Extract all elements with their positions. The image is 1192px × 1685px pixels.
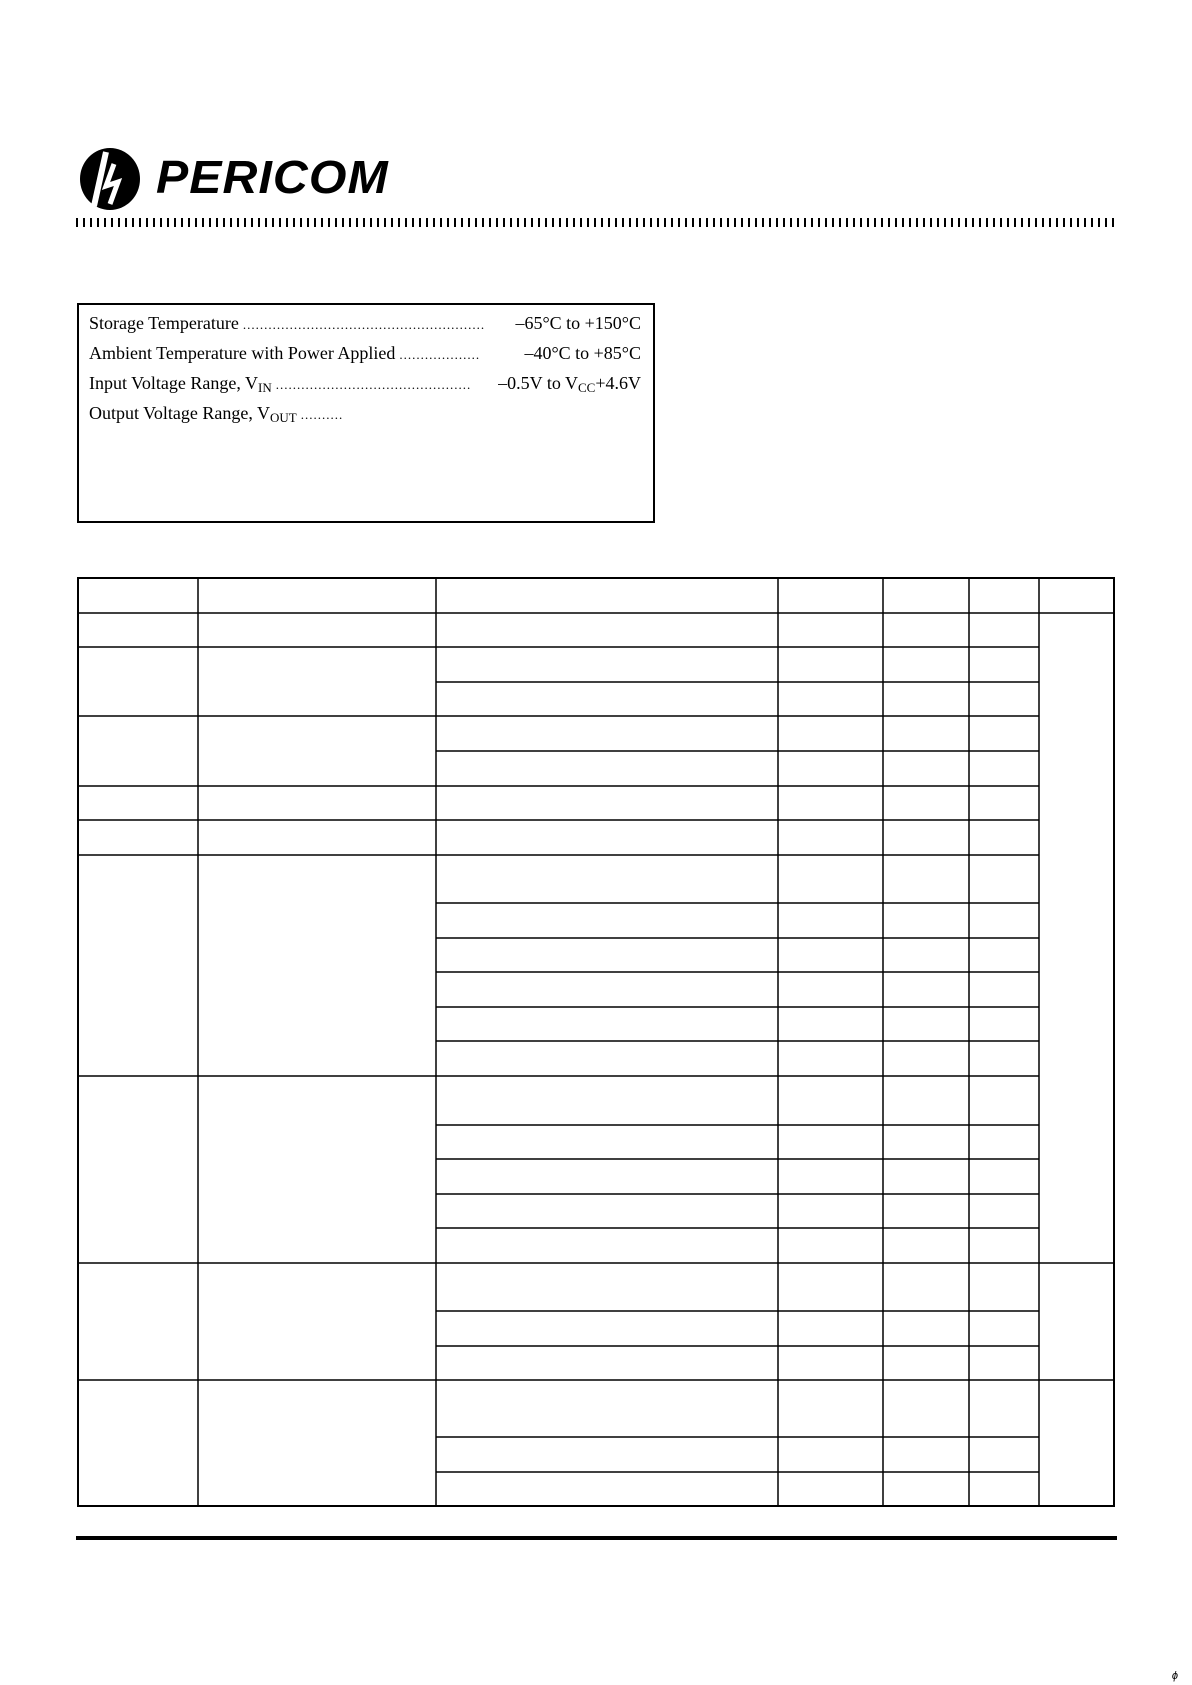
rating-leader: ................... <box>399 347 481 362</box>
table-border <box>78 578 1114 1506</box>
rating-leader: .............................................. <box>275 377 472 392</box>
rating-value-tail: +4.6V <box>595 373 641 393</box>
rating-value: –65°C to +150°C <box>515 313 641 333</box>
rating-label-text: Input Voltage Range, V <box>89 373 258 393</box>
rating-leader: .......... <box>300 407 344 422</box>
corner-mark: ϕ <box>1171 1670 1178 1682</box>
rating-value: –40°C to +85°C <box>524 343 641 363</box>
rating-label: Storage Temperature <box>89 313 239 333</box>
rating-label-subscript: IN <box>258 380 272 395</box>
logo-wordmark: PERICOM <box>156 151 389 203</box>
rating-leader: ......................................................... <box>242 317 486 332</box>
rating-value-text: –0.5V to V <box>498 373 578 393</box>
rating-label-subscript: OUT <box>270 410 297 425</box>
rating-label-text: Output Voltage Range, V <box>89 403 270 423</box>
rating-value-subscript: CC <box>578 380 596 395</box>
footer-rule <box>76 1536 1117 1540</box>
rating-label: Ambient Temperature with Power Applied <box>89 343 396 363</box>
